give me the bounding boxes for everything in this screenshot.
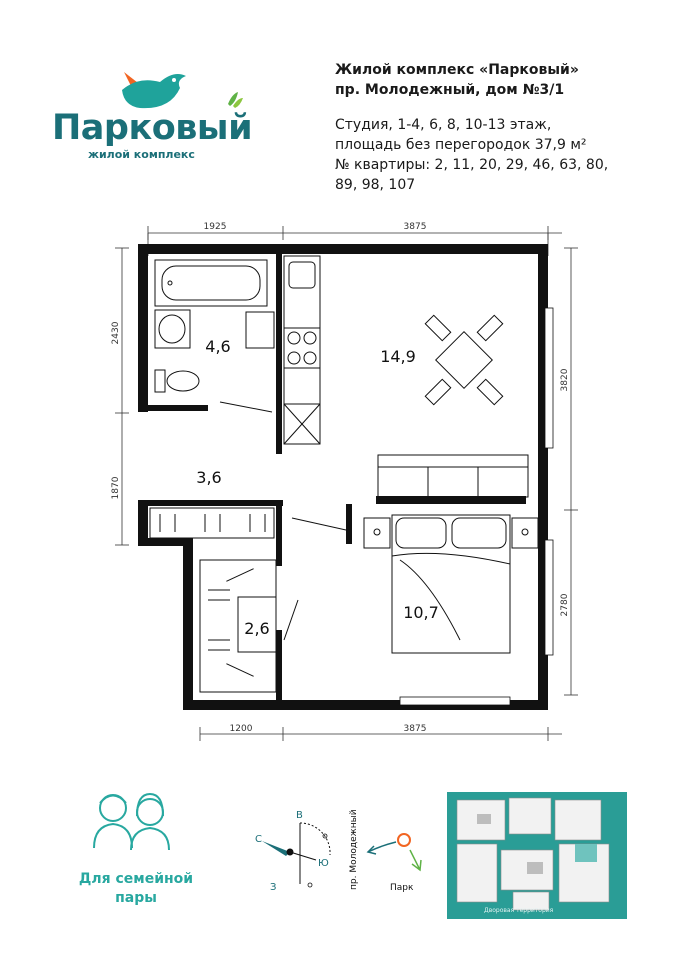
washing-machine-icon	[246, 312, 274, 348]
dim-left-upper: 2430	[111, 321, 121, 345]
dim-bottom-right: 3875	[403, 724, 427, 734]
dining-table-icon	[425, 315, 502, 404]
nightstand-icon	[364, 518, 538, 548]
family-label: Для семейной пары	[78, 871, 194, 906]
compass-north: С	[255, 834, 262, 845]
room-bathroom-area: 4,6	[205, 337, 231, 356]
dim-top-right: 3875	[403, 222, 427, 232]
dim-right-upper: 3820	[560, 368, 570, 392]
site-map	[447, 792, 627, 919]
apartment-area: площадь без перегородок 37,9 м²	[335, 137, 587, 153]
apartment-type: Студия, 1-4, 6, 8, 10-13 этаж,	[335, 117, 552, 133]
dim-left-lower: 1870	[111, 476, 121, 500]
logo-name: Парковый	[52, 108, 253, 148]
toilet-icon	[155, 370, 199, 392]
compass-south: Ю	[318, 858, 329, 869]
sofa-icon	[378, 455, 528, 497]
dim-right-lower: 2780	[560, 593, 570, 617]
logo-subtitle: жилой комплекс	[88, 148, 195, 161]
windows	[400, 308, 553, 705]
kitchen-counter	[284, 256, 320, 444]
apartment-numbers: № квартиры: 2, 11, 20, 29, 46, 63, 80,	[335, 157, 609, 173]
dim-top-left: 1925	[203, 222, 227, 232]
compass-east: В	[296, 810, 303, 821]
compass-icon	[262, 823, 330, 884]
apartment-numbers-cont: 89, 98, 107	[335, 177, 416, 193]
room-living-area: 14,9	[380, 347, 416, 366]
park-marker-icon	[398, 834, 410, 846]
compass-west: З	[270, 882, 277, 893]
bathtub-icon	[155, 260, 267, 306]
family-couple-icon	[94, 794, 169, 850]
street-label: пр. Молодежный	[349, 809, 359, 890]
room-bedroom-area: 10,7	[403, 603, 439, 622]
room-hall-area: 3,6	[196, 468, 222, 487]
arrow-down-icon	[410, 850, 421, 870]
park-label: Парк	[390, 883, 414, 893]
stove-icon	[288, 332, 316, 364]
dim-bottom-left: 1200	[229, 724, 253, 734]
arrow-left-icon	[368, 842, 396, 854]
bed-icon	[392, 515, 510, 653]
room-closet-area: 2,6	[244, 619, 270, 638]
complex-title: Жилой комплекс «Парковый»	[335, 62, 579, 78]
sink-icon	[155, 310, 190, 348]
wardrobe	[150, 508, 274, 538]
site-map-caption: Дворовая территория	[484, 907, 554, 914]
address: пр. Молодежный, дом №3/1	[335, 82, 565, 98]
